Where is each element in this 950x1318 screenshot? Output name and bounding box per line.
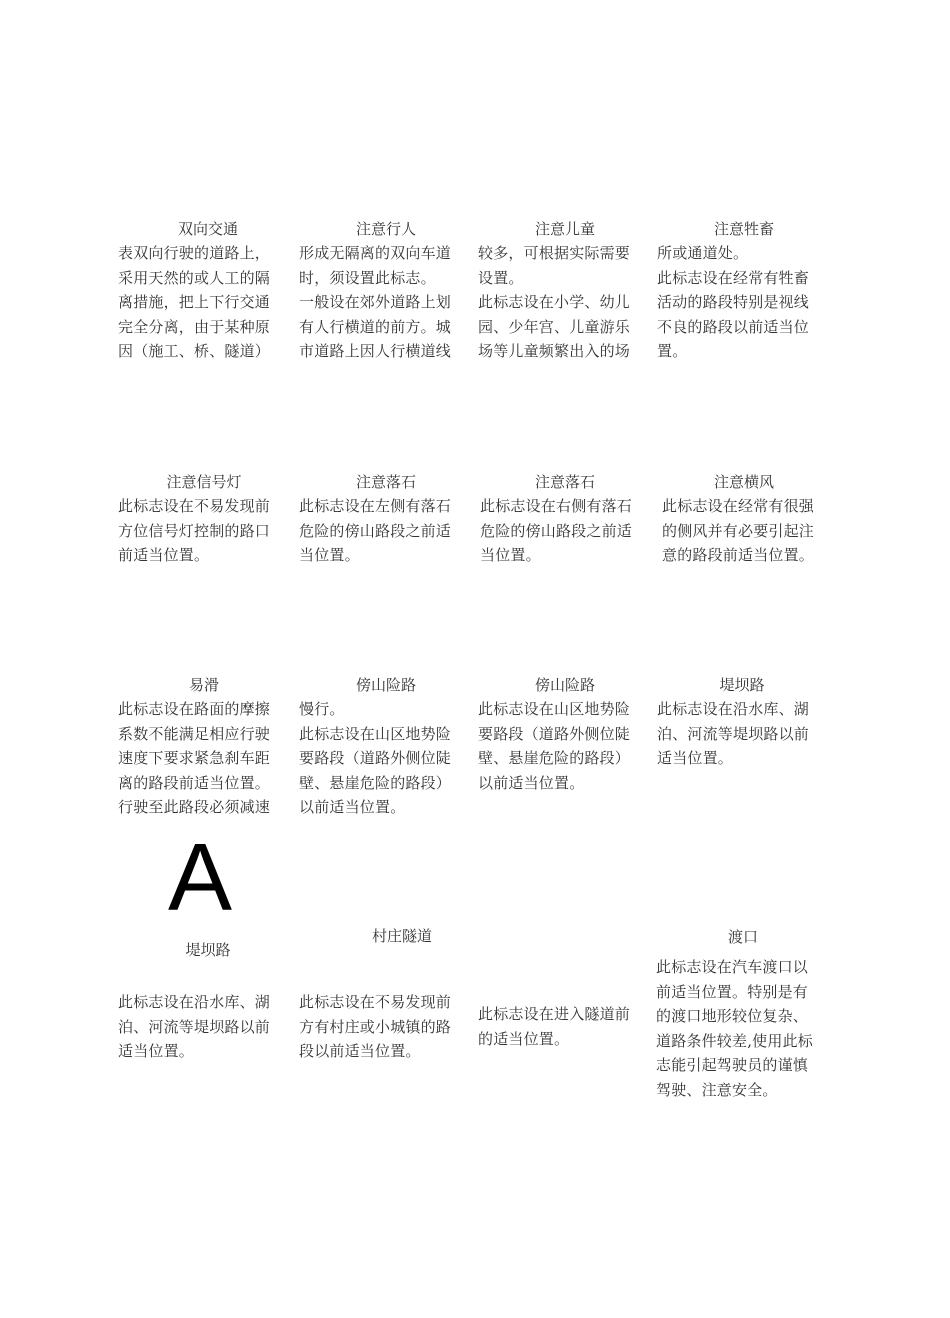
text-line: 系数不能满足相应行驶 <box>118 724 271 743</box>
text-line: 此标志设在不易发现前 <box>118 497 271 515</box>
sign-description <box>657 697 809 771</box>
text-line: 较多，可根据实际需要 <box>478 244 631 262</box>
text-line: 有人行横道的前方。城 <box>299 317 452 336</box>
text-line: 置。 <box>657 342 688 360</box>
text-line: 方位信号灯控制的路口 <box>118 521 271 540</box>
text-line: 壁、悬崖危险的路段） <box>299 773 452 792</box>
sign-description <box>478 697 630 795</box>
sign-title: 双向交通 <box>177 220 238 238</box>
text-line: 设置。 <box>478 268 524 287</box>
sign-title: 注意行人 <box>355 220 416 238</box>
sign-description <box>299 241 451 364</box>
text-line: 此标志设在经常有牲畜 <box>657 268 810 287</box>
sign-title: 注意落石 <box>355 473 416 491</box>
text-line: 因（施工、桥、隧道） <box>118 342 271 360</box>
text-line: 离措施，把上下行交通 <box>118 293 271 311</box>
sign-description <box>118 697 270 820</box>
text-line: 要路段（道路外侧位陡 <box>478 724 631 743</box>
sign-description <box>480 494 632 568</box>
text-line: 完全分离，由于某种原 <box>118 317 271 336</box>
text-line: 此标志设在右侧有落石 <box>480 497 633 515</box>
sign-description <box>657 241 809 364</box>
text-line: 的适当位置。 <box>478 1029 570 1048</box>
text-line: 此标志设在小学、幼儿 <box>478 293 631 311</box>
sign-title: 注意牲畜 <box>713 220 774 238</box>
text-line: 此标志设在进入隧道前 <box>478 1005 631 1023</box>
text-line: 道路条件较差,使用此标 <box>656 1031 813 1050</box>
sign-title: 注意儿童 <box>534 220 595 238</box>
sign-description <box>299 494 451 568</box>
sign-description <box>299 990 451 1064</box>
text-line: 当位置。 <box>299 546 360 564</box>
text-line: 市道路上因人行横道线 <box>299 342 452 360</box>
text-line: 的侧风并有必要引起注 <box>662 521 815 540</box>
sign-title: 堤坝路 <box>185 941 231 959</box>
text-line: 壁、悬崖危险的路段） <box>478 749 631 767</box>
text-line: 危险的傍山路段之前适 <box>299 521 452 540</box>
sign-title: 易滑 <box>188 676 219 694</box>
text-line: 志能引起驾驶员的谨慎 <box>656 1056 809 1074</box>
sign-description <box>299 697 451 820</box>
text-line: 此标志设在路面的摩擦 <box>118 700 271 718</box>
text-line: 驾驶、注意安全。 <box>656 1080 778 1099</box>
text-line: 场等儿童频繁出入的场 <box>478 342 631 360</box>
text-line: 此标志设在汽车渡口以 <box>656 958 809 976</box>
sign-description <box>118 990 270 1064</box>
text-line: 所或通道处。 <box>657 244 749 262</box>
text-line: 离的路段前适当位置。 <box>118 773 271 792</box>
text-line: 活动的路段特别是视线 <box>657 293 810 311</box>
text-line: 此标志设在沿水库、湖 <box>118 993 271 1011</box>
sign-title: 注意横风 <box>713 473 774 491</box>
text-line: 园、少年宫、儿童游乐 <box>478 317 631 336</box>
sign-description <box>478 1002 630 1051</box>
text-line: 此标志设在不易发现前 <box>299 993 452 1011</box>
text-line: 一般设在郊外道路上划 <box>299 293 452 311</box>
text-line: 适当位置。 <box>118 1042 195 1060</box>
text-line: 以前适当位置。 <box>478 773 585 792</box>
text-line: 此标志设在山区地势险 <box>299 724 452 743</box>
sign-description <box>118 241 270 364</box>
text-line: 前适当位置。特别是有 <box>656 982 809 1001</box>
sign-title: 傍山险路 <box>534 676 595 694</box>
sign-description <box>478 241 630 364</box>
sign-title: 傍山险路 <box>355 676 416 694</box>
sign-title: 渡口 <box>727 928 758 946</box>
large-letter-glyph: A <box>168 824 233 931</box>
text-line: 泊、河流等堤坝路以前 <box>118 1017 271 1036</box>
text-line: 意的路段前适当位置。 <box>662 546 815 564</box>
text-line: 要路段（道路外侧位陡 <box>299 749 452 767</box>
text-line: 泊、河流等堤坝路以前 <box>657 724 810 743</box>
text-line: 此标志设在沿水库、湖 <box>657 700 810 718</box>
sign-title: 村庄隧道 <box>371 927 432 945</box>
text-line: 采用天然的或人工的隔 <box>118 268 271 287</box>
text-line: 当位置。 <box>480 546 541 564</box>
sign-title: 注意信号灯 <box>166 473 242 491</box>
text-line: 表双向行驶的道路上， <box>118 244 271 262</box>
text-line: 速度下要求紧急刹车距 <box>118 749 271 767</box>
text-line: 形成无隔离的双向车道 <box>299 244 452 262</box>
text-line: 此标志设在经常有很强 <box>662 497 815 515</box>
text-line: 段以前适当位置。 <box>299 1042 421 1060</box>
sign-description <box>662 494 814 568</box>
text-line: 行驶至此路段必须减速 <box>118 798 271 816</box>
sign-description <box>656 955 813 1102</box>
text-line: 前适当位置。 <box>118 546 210 564</box>
sign-description <box>118 494 270 568</box>
sign-title: 堤坝路 <box>719 676 765 694</box>
text-line: 的渡口地形较位复杂、 <box>656 1007 809 1025</box>
text-line: 危险的傍山路段之前适 <box>480 521 633 540</box>
text-line: 以前适当位置。 <box>299 798 406 816</box>
text-line: 此标志设在山区地势险 <box>478 700 631 718</box>
text-line: 适当位置。 <box>657 749 734 767</box>
text-line: 时，须设置此标志。 <box>299 268 436 287</box>
text-line: 方有村庄或小城镇的路 <box>299 1017 452 1036</box>
text-line: 此标志设在左侧有落石 <box>299 497 452 515</box>
text-line: 慢行。 <box>299 700 345 718</box>
sign-title: 注意落石 <box>534 473 595 491</box>
text-line: 不良的路段以前适当位 <box>657 317 810 336</box>
